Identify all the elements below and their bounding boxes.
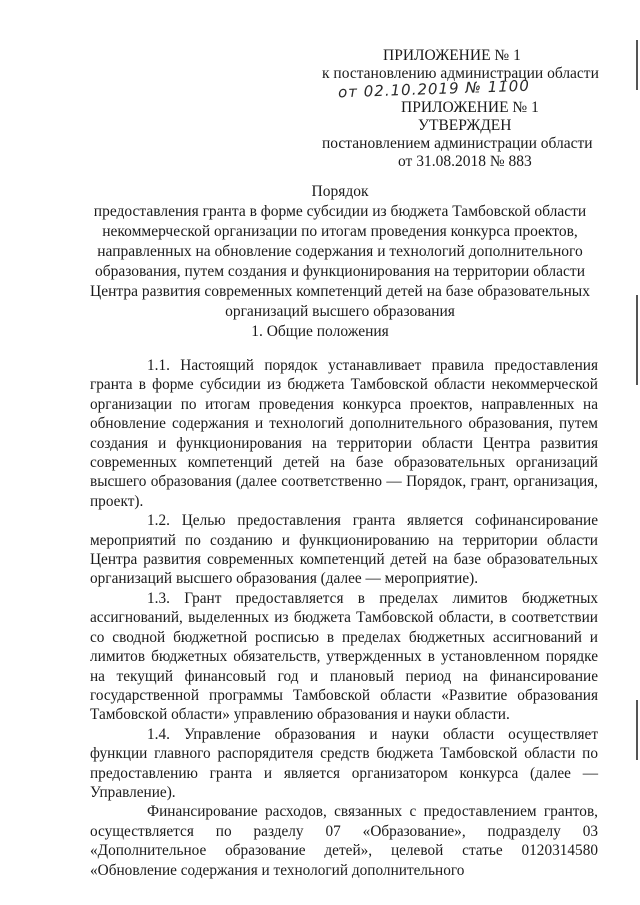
paragraph-1-1: 1.1. Настоящий порядок устанавливает правила предоставления гранта в форме субсидии из бюджета Тамбовской области некоммерческой организации по итогам проведения конкурса проектов, направленных на обновление содержания и технологий дополнительного образования, путем создания и функционирования на территории области Центра развития современных компетенций детей на базе образовательных организаций высшего образования (далее соответственно — Порядок, грант, организация, проект). [90,357,598,510]
title-line: образования, путем создания и функционирования на территории области [95,263,585,280]
title-line: Центра развития современных компетенций детей на базе образовательных [90,283,590,300]
paragraph-1-2: 1.2. Целью предоставления гранта является софинансирование мероприятий по созданию и функционированию на территории области Центра развития современных компетенций детей на базе образовательных организаций высшего образования (далее — мероприятие). [90,512,598,588]
approved-label: УТВЕРЖДЕН [418,117,512,134]
paragraph-financing: Финансирование расходов, связанных с предоставлением грантов, осуществляется по разделу 07 «Образование», подразделу 03 «Дополнительное образование детей», целевой статье 0120314580 «Обновление содержания и технологий дополнительного [90,803,598,879]
approved-date-label: от 31.08.2018 № 883 [398,153,532,170]
appendix-label: ПРИЛОЖЕНИЕ № 1 [383,47,521,64]
section-heading: 1. Общие положения [251,323,389,340]
title-line: организаций высшего образования [225,303,455,320]
title-line: некоммерческой организации по итогам проведения конкурса проектов, [102,223,578,240]
title-line: Порядок [311,183,369,200]
title-line: предоставления гранта в форме субсидии из бюджета Тамбовской области [93,203,587,220]
paragraph-1-4: 1.4. Управление образования и науки области осуществляет функции главного распорядителя средств бюджета Тамбовской области по предоставлению гранта и является организатором конкурса (далее — Управление). [90,725,598,801]
scan-edge-mark [636,40,638,90]
scan-edge-mark [636,295,638,385]
section-body [90,356,598,880]
title-line: направленных на обновление содержания и технологий дополнительного [97,243,583,260]
scan-edge-mark [636,700,638,760]
appendix-label-2: ПРИЛОЖЕНИЕ № 1 [401,99,539,116]
handwritten-date: от 02.10.2019 № 1100 [337,76,531,102]
paragraph-1-3: 1.3. Грант предоставляется в пределах лимитов бюджетных ассигнований, выделенных из бюджета Тамбовской области, в соответствии со сводной бюджетной росписью в пределах бюджетных ассигнований и лимитов бюджетных обязательств, утвержденных в установленном порядке на текущий финансовый год и плановый период на финансирование государственной программы Тамбовской области «Развитие образования Тамбовской области» управлению образования и науки области. [90,589,598,724]
document-title [60,182,620,322]
approved-by-label: постановлением администрации области [322,135,593,152]
to-resolution-label: к постановлению администрации области [322,65,599,82]
